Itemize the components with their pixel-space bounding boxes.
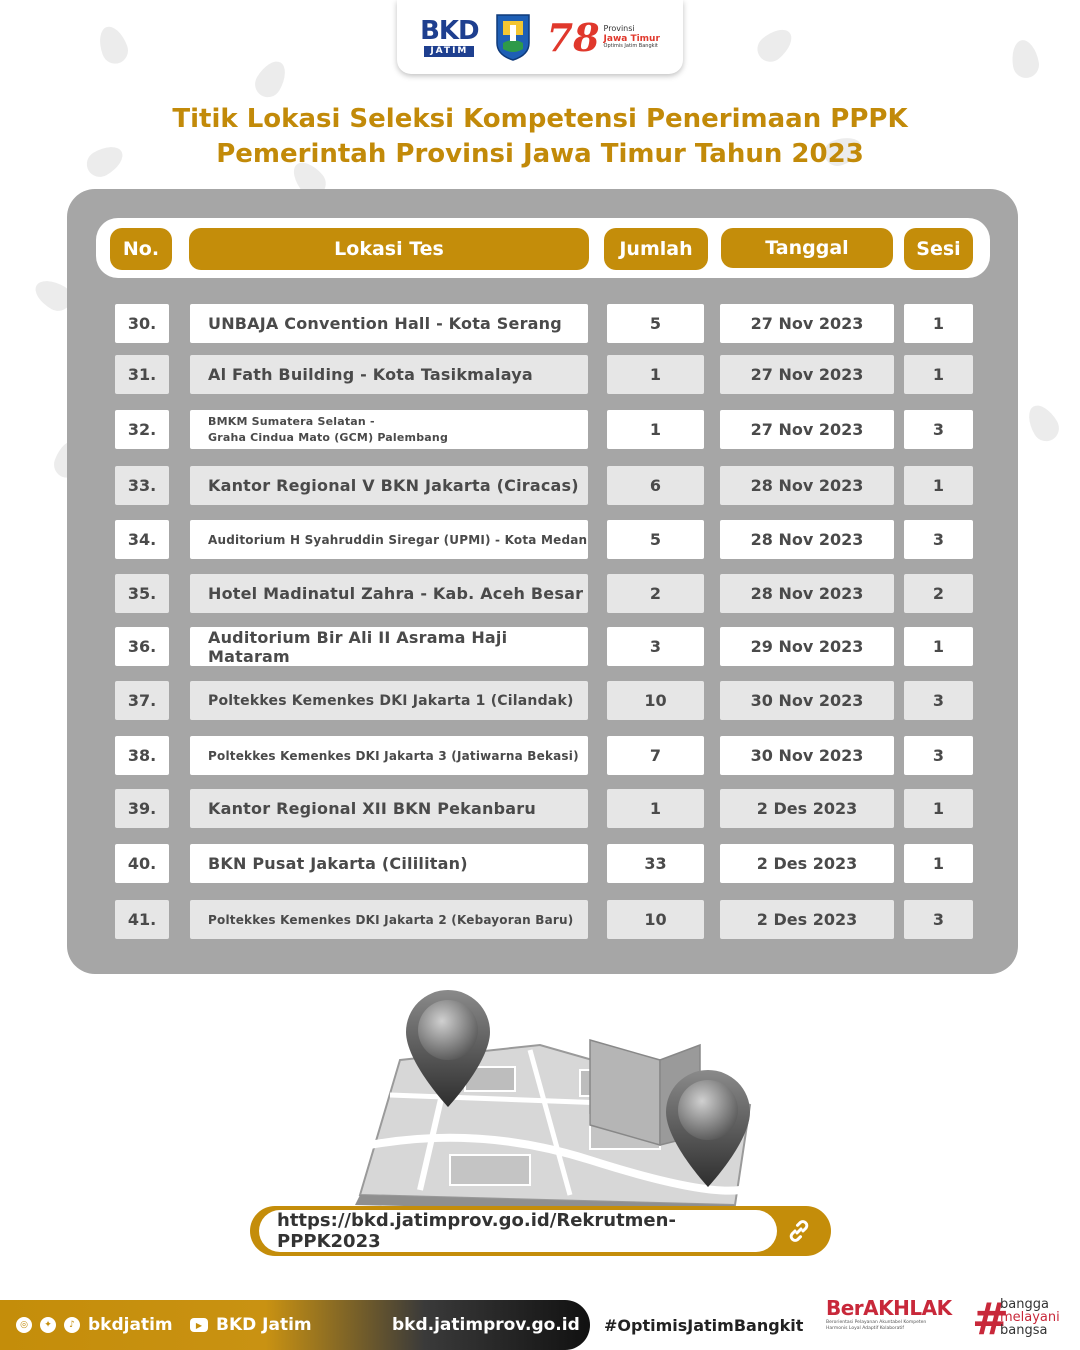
header-lokasi: Lokasi Tes [189,228,589,270]
row-sesi: 1 [904,627,973,666]
anniversary-number: 78 [546,14,600,60]
row-lokasi: Kantor Regional XII BKN Pekanbaru [190,789,588,828]
row-no: 33. [115,466,169,505]
row-tanggal: 2 Des 2023 [720,900,894,939]
berakhlak-text: BerAKHLAK [826,1296,952,1320]
page-title-line1: Titik Lokasi Seleksi Kompetensi Penerimaan PPPK [172,104,908,134]
row-tanggal: 2 Des 2023 [720,844,894,883]
row-no: 39. [115,789,169,828]
bangga-word-2: melayani [1000,1310,1060,1325]
row-lokasi: UNBAJA Convention Hall - Kota Serang [190,304,588,343]
header-sesi: Sesi [904,228,973,270]
anniversary-line2: Jawa Timur [603,33,660,44]
anniversary-logo [547,15,660,60]
background-leaf [250,56,292,102]
map-pins-illustration [330,985,770,1215]
background-leaf [1022,400,1064,446]
row-jumlah: 7 [607,736,704,775]
row-jumlah: 6 [607,466,704,505]
row-no: 30. [115,304,169,343]
row-sesi: 1 [904,304,973,343]
header-jumlah: Jumlah [604,228,708,270]
bkd-jatim-logo [420,15,479,57]
header-no: No. [110,228,172,270]
row-sesi: 1 [904,466,973,505]
hashtag-text: #OptimisJatimBangkit [604,1315,804,1335]
berakhlak-logo [826,1296,966,1346]
row-no: 38. [115,736,169,775]
row-lokasi: Auditorium Bir Ali II Asrama Haji Mataram [190,627,588,666]
bkd-logo-subtext: JATIM [424,46,474,57]
website-text: bkd.jatimprov.go.id [392,1315,580,1335]
row-jumlah: 10 [607,681,704,720]
berakhlak-tagline-2: Harmonis Loyal Adaptif Kolaboratif [826,1326,905,1331]
row-tanggal: 30 Nov 2023 [720,736,894,775]
row-no: 40. [115,844,169,883]
row-lokasi: Poltekkes Kemenkes DKI Jakarta 2 (Kebayoran Baru) [190,900,588,939]
bangga-word-1: bangga [1000,1297,1049,1312]
footer-youtube[interactable] [190,1300,312,1350]
anniversary-line3: Optimis Jatim Bangkit [603,42,658,49]
tiktok-icon: ♪ [64,1317,80,1333]
bangga-word-3: bangsa [1000,1323,1048,1338]
youtube-icon: ▶ [190,1318,208,1332]
jawa-timur-crest-icon [495,13,531,61]
row-jumlah: 2 [607,574,704,613]
row-tanggal: 27 Nov 2023 [720,304,894,343]
row-no: 32. [115,410,169,449]
bangga-melayani-bangsa-logo [972,1296,1072,1346]
row-tanggal: 28 Nov 2023 [720,520,894,559]
row-tanggal: 28 Nov 2023 [720,574,894,613]
row-sesi: 3 [904,681,973,720]
background-leaf [94,23,131,68]
row-lokasi: Poltekkes Kemenkes DKI Jakarta 1 (Cilandak) [190,681,588,720]
social-handle: bkdjatim [88,1315,173,1335]
link-icon[interactable] [782,1214,816,1248]
logo-card [397,0,683,74]
url-link[interactable]: https://bkd.jatimprov.go.id/Rekrutmen-PPPK2023 [259,1210,777,1252]
berakhlak-tagline-1: Berorientasi Pelayanan Akuntabel Kompeten [826,1320,927,1325]
row-no: 36. [115,627,169,666]
anniversary-line1: Provinsi [603,24,635,34]
page-title-line2: Pemerintah Provinsi Jawa Timur Tahun 2023 [216,139,864,169]
row-tanggal: 30 Nov 2023 [720,681,894,720]
row-lokasi: BMKM Sumatera Selatan - Graha Cindua Mato (GCM) Palembang [190,410,588,449]
row-lokasi: Al Fath Building - Kota Tasikmalaya [190,355,588,394]
row-lokasi: Kantor Regional V BKN Jakarta (Ciracas) [190,466,588,505]
row-lokasi: Hotel Madinatul Zahra - Kab. Aceh Besar [190,574,588,613]
row-jumlah: 5 [607,304,704,343]
header-tanggal: Tanggal [721,228,893,268]
row-lokasi: BKN Pusat Jakarta (Cililitan) [190,844,588,883]
row-jumlah: 33 [607,844,704,883]
row-jumlah: 10 [607,900,704,939]
row-tanggal: 28 Nov 2023 [720,466,894,505]
row-no: 31. [115,355,169,394]
bkd-logo-text: BKD [420,15,479,46]
row-tanggal: 27 Nov 2023 [720,410,894,449]
twitter-icon: ✦ [40,1317,56,1333]
row-jumlah: 1 [607,789,704,828]
instagram-icon: ◎ [16,1317,32,1333]
row-jumlah: 1 [607,410,704,449]
row-sesi: 2 [904,574,973,613]
row-sesi: 1 [904,355,973,394]
row-tanggal: 29 Nov 2023 [720,627,894,666]
background-leaf [752,23,798,67]
row-lokasi: Auditorium H Syahruddin Siregar (UPMI) - Kota Medan [190,520,588,559]
row-sesi: 3 [904,900,973,939]
row-no: 41. [115,900,169,939]
footer-website[interactable] [392,1300,580,1350]
row-lokasi: Poltekkes Kemenkes DKI Jakarta 3 (Jatiwarna Bekasi) [190,736,588,775]
row-tanggal: 27 Nov 2023 [720,355,894,394]
youtube-channel: BKD Jatim [216,1315,312,1335]
footer-social[interactable] [16,1300,173,1350]
row-no: 37. [115,681,169,720]
row-sesi: 1 [904,789,973,828]
row-no: 35. [115,574,169,613]
row-jumlah: 5 [607,520,704,559]
row-tanggal: 2 Des 2023 [720,789,894,828]
row-sesi: 3 [904,410,973,449]
row-sesi: 3 [904,520,973,559]
row-jumlah: 3 [607,627,704,666]
hash-icon: # [972,1294,1009,1345]
row-sesi: 1 [904,844,973,883]
row-sesi: 3 [904,736,973,775]
row-no: 34. [115,520,169,559]
row-jumlah: 1 [607,355,704,394]
background-leaf [1009,38,1041,80]
